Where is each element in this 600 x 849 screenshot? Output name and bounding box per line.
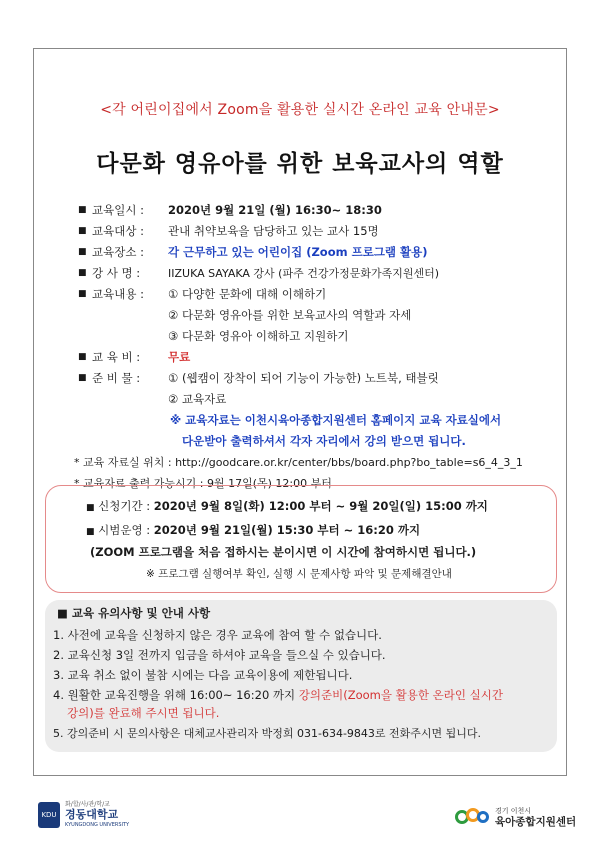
bullet-icon: ■ <box>78 268 87 278</box>
apply-label: 신청기간 : <box>98 499 151 513</box>
bullet-icon: ■ <box>78 352 87 362</box>
trial-note: (ZOOM 프로그램을 처음 접하시는 분이시면 이 시간에 참여하시면 됩니다.) <box>90 545 477 559</box>
notice-item-highlight: 강의준비(Zoom을 활용한 온라인 실시간 <box>298 688 503 702</box>
notice-item: 5. 강의준비 시 문의사항은 대체교사관리자 박정희 031-634-9843로 전화주시면 됩니다. <box>53 727 482 740</box>
page-title: 다문화 영유아를 위한 보육교사의 역할 <box>96 151 504 177</box>
content-item: ① 다양한 문화에 대해 이해하기 <box>168 287 327 301</box>
center-name: 육아종합지원센터 <box>495 816 577 828</box>
trial-sub-note: ※ 프로그램 실행여부 확인, 실행 시 문제사항 파악 및 문제해결안내 <box>146 568 452 580</box>
content-item: ③ 다문화 영유아 이해하고 지원하기 <box>168 329 349 343</box>
print-note: * 교육자료 출력 가능시기 : 9월 17일(목) 12:00 부터 <box>74 477 332 490</box>
lecturer-value: IIZUKA SAYAKA 강사 (파주 건강가정문화가족지원센터) <box>168 267 439 280</box>
info-section <box>74 200 548 494</box>
notice-box <box>45 600 557 752</box>
info-row-target <box>78 221 548 242</box>
bullet-icon: ■ <box>78 373 87 383</box>
prep-item: ② 교육자료 <box>168 392 227 406</box>
center-logo-icon <box>455 806 491 828</box>
info-row-place <box>78 242 548 263</box>
university-seal-icon: KDU <box>38 802 60 828</box>
bullet-icon: ■ <box>78 205 87 215</box>
university-name: 경동대학교 <box>65 808 119 821</box>
target-value: 관내 취약보육을 담당하고 있는 교사 15명 <box>168 224 379 238</box>
university-en-name: KYUNGDONG UNIVERSITY <box>65 822 130 828</box>
trial-value: 2020년 9월 21일(월) 15:30 부터 ~ 16:20 까지 <box>153 523 421 537</box>
content-label: 교육내용 : <box>92 287 144 301</box>
bullet-icon: ■ <box>86 527 95 537</box>
university-text <box>65 800 129 830</box>
info-row-content <box>78 284 548 305</box>
prep-note: 다운받아 출력하셔서 각자 자리에서 강의 받으면 됩니다. <box>182 434 466 448</box>
target-label: 교육대상 : <box>92 224 144 238</box>
notice-item: 2. 교육신청 3일 전까지 입금을 하셔야 교육을 들으실 수 있습니다. <box>53 648 386 662</box>
bullet-icon: ■ <box>86 503 95 513</box>
prep-note: ※ 교육자료는 이천시육아종합지원센터 홈페이지 교육 자료실에서 <box>170 413 502 427</box>
bullet-icon: ■ <box>78 247 87 257</box>
subtitle: <각 어린이집에서 Zoom을 활용한 실시간 온라인 교육 안내문> <box>100 102 500 118</box>
trial-row <box>86 522 420 538</box>
notice-item-4 <box>53 687 503 704</box>
trial-label: 시범운영 : <box>98 523 151 537</box>
notice-heading: ■ 교육 유의사항 및 안내 사항 <box>57 606 211 620</box>
link-note: * 교육 자료실 위치 : http://goodcare.or.kr/center/bbs/board.php?bo_table=s6_4_3_1 <box>74 456 523 469</box>
content-item: ② 다문화 영유아를 위한 보육교사의 역할과 자세 <box>168 308 412 322</box>
info-row-lecturer <box>78 263 548 284</box>
apply-row <box>86 498 488 514</box>
date-value: 2020년 9월 21일 (월) 16:30~ 18:30 <box>168 203 382 217</box>
place-label: 교육장소 : <box>92 245 144 259</box>
bullet-icon: ■ <box>78 226 87 236</box>
center-logo <box>455 806 576 828</box>
place-value: 각 근무하고 있는 어린이집 (Zoom 프로그램 활용) <box>168 245 428 259</box>
center-text <box>495 806 576 828</box>
info-row-date <box>78 200 548 221</box>
university-motto: 화/합/사/관/학/교 <box>65 801 110 808</box>
info-row-prep <box>78 368 548 389</box>
fee-value: 무료 <box>168 350 191 364</box>
center-region: 경기 이천시 <box>495 807 532 815</box>
apply-value: 2020년 9월 8일(화) 12:00 부터 ~ 9월 20일(일) 15:00 까지 <box>153 499 488 513</box>
notice-item-highlight: 강의)를 완료해 주시면 됩니다. <box>67 706 220 720</box>
notice-item: 1. 사전에 교육을 신청하지 않은 경우 교육에 참여 할 수 없습니다. <box>53 628 382 642</box>
fee-label: 교 육 비 : <box>92 350 141 364</box>
prep-item: ① (웹캠이 장착이 되어 기능이 가능한) 노트북, 태블릿 <box>168 371 439 385</box>
date-label: 교육일시 : <box>92 203 144 217</box>
bullet-icon: ■ <box>78 289 87 299</box>
notice-item-text: 4. 원활한 교육진행을 위해 16:00~ 16:20 까지 <box>53 688 299 702</box>
info-row-fee <box>78 347 548 368</box>
lecturer-label: 강 사 명 : <box>92 266 141 280</box>
notice-item: 3. 교육 취소 없이 불참 시에는 다음 교육이용에 제한됩니다. <box>53 668 353 682</box>
schedule-box <box>45 485 557 593</box>
prep-label: 준 비 물 : <box>92 371 141 385</box>
university-logo <box>38 800 129 830</box>
